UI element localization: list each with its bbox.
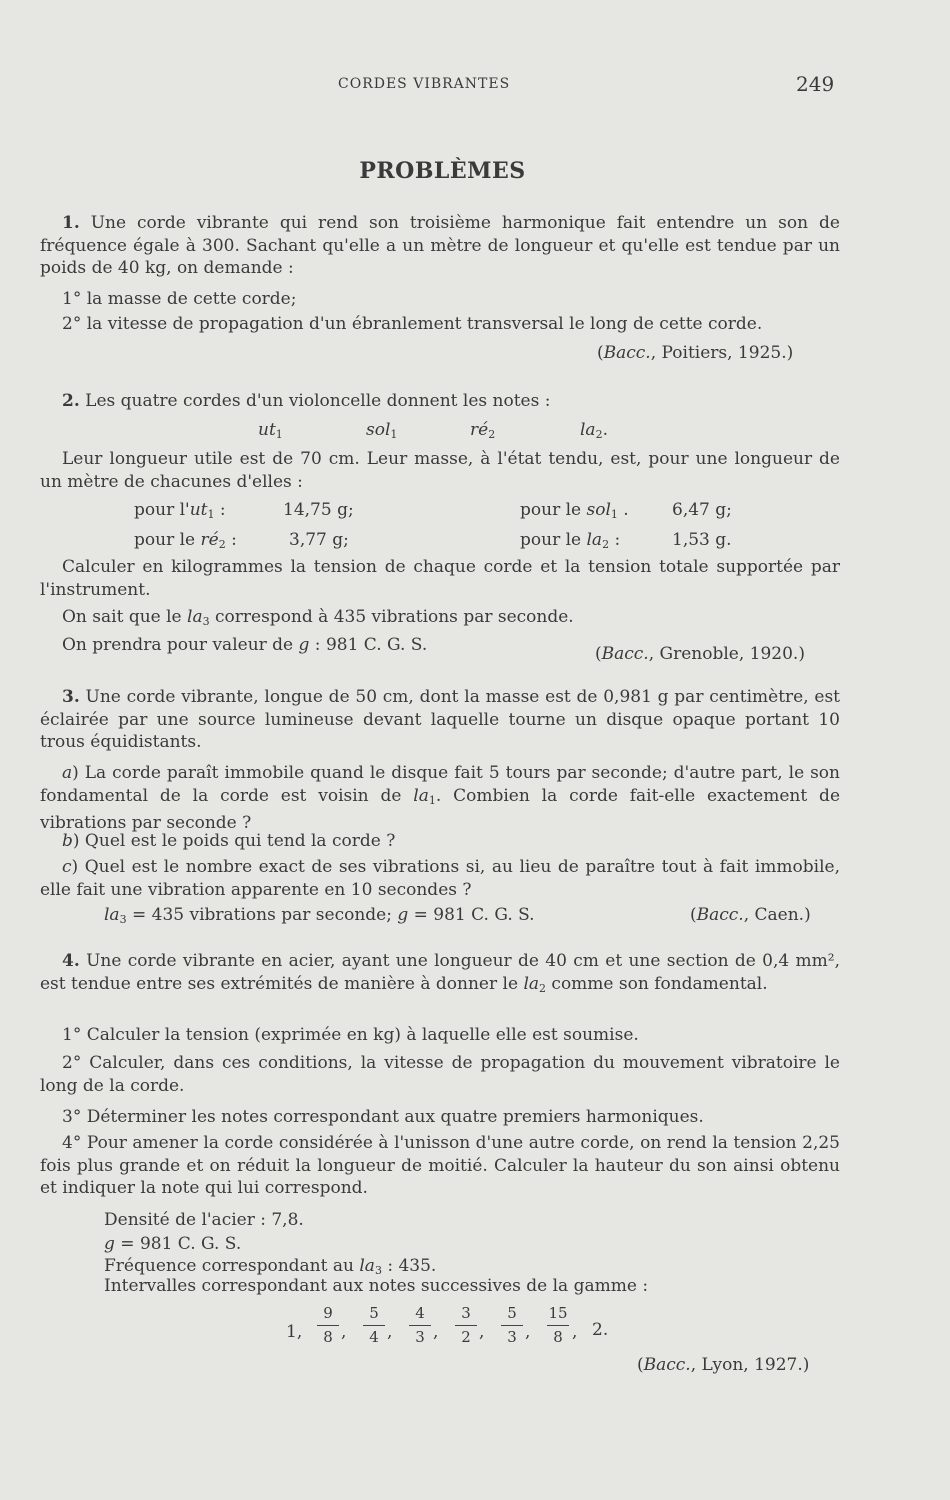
interval-comma: , [525, 1322, 531, 1342]
mass-re2-value: 3,77 g; [289, 530, 349, 550]
problem-4-question-3: 3° Déterminer les notes correspondant aux quatre premiers harmoniques. [62, 1107, 704, 1127]
note-ut1: $ut_1$ [258, 420, 283, 441]
problem-4-question-1: 1° Calculer la tension (exprimée en kg) à laquelle elle est soumise. [62, 1025, 639, 1045]
problem-3-statement: 3. Une corde vibrante, longue de 50 cm, dont la masse est de 0,981 g par centimètre, est éclairée par une source lumineuse devant laquelle tourne un disque opaque portant 10 trous équidistants. [40, 687, 840, 752]
problem-3-part-a: a) La corde paraît immobile quand le disque fait 5 tours par seconde; d'autre part, le son fondamental de la corde est voisin de $la_1$. Combien la corde fait-elle exactement de vibrations par seconde ? [40, 763, 840, 833]
interval-comma: , [387, 1322, 393, 1342]
problem-4-question-2: 2° Calculer, dans ces conditions, la vitesse de propagation du mouvement vibratoire le long de la corde. [40, 1053, 840, 1096]
problem-number: 4. [62, 951, 80, 971]
note-la2: $la_2$. [580, 420, 608, 441]
mass-sol1-value: 6,47 g; [672, 500, 732, 520]
interval-fraction: 9 8 [317, 1304, 339, 1347]
problem-3-source: (Bacc., Caen.) [690, 905, 811, 925]
interval-fraction: 5 3 [501, 1304, 523, 1347]
running-title: CORDES VIBRANTES [338, 76, 511, 92]
interval-comma: , [433, 1322, 439, 1342]
problem-4-g: g = 981 C. G. S. [104, 1234, 242, 1254]
problem-1-source: (Bacc., Poitiers, 1925.) [597, 343, 794, 363]
problem-4-question-4: 4° Pour amener la corde considérée à l'unisson d'une autre corde, on rend la tension 2,25 fois plus grande et on réduit la longueur de moitié. Calculer la hauteur du son ainsi obtenu et indiquer la note qui lui correspond. [40, 1133, 840, 1198]
mass-sol1: pour le sol$_1$ . [520, 500, 629, 521]
mass-la2-value: 1,53 g. [672, 530, 732, 550]
problem-4-frequency: Fréquence correspondant au $la_3$ : 435. [104, 1256, 437, 1277]
problem-4-density: Densité de l'acier : 7,8. [104, 1210, 304, 1230]
problem-1-statement: 1. Une corde vibrante qui rend son troisième harmonique fait entendre un son de fréquence égale à 300. Sachant qu'elle a un mètre de longueur et qu'elle est tendue par un poids de 40 kg, on demande : [40, 213, 840, 278]
interval-fraction: 15 8 [548, 1304, 568, 1346]
problem-1-question-1: 1° la masse de cette corde; [62, 289, 297, 309]
problem-4-statement: 4. Une corde vibrante en acier, ayant une longueur de 40 cm et une section de 0,4 mm², est tendue entre ses extrémités de manière à donner le $la_2$ comme son fondamental. [40, 951, 840, 995]
problem-3-data: $la_3 = 435$ vibrations par seconde; g = 981 C. G. S. [104, 905, 535, 926]
interval-comma: , [572, 1322, 578, 1342]
interval-last: 2. [592, 1320, 609, 1340]
interval-first: 1, [286, 1322, 303, 1342]
mass-ut1-value: 14,75 g; [283, 500, 354, 520]
problem-2-length: Leur longueur utile est de 70 cm. Leur masse, à l'état tendu, est, pour une longueur de un mètre de chacunes d'elles : [40, 449, 840, 492]
note-re2: $ré_2$ [470, 420, 496, 441]
problem-3-part-b: b) Quel est le poids qui tend la corde ? [62, 831, 396, 851]
problem-number: 3. [62, 687, 80, 707]
problem-2-g-value: On prendra pour valeur de g : 981 C. G. S. [62, 635, 428, 655]
interval-comma: , [479, 1322, 485, 1342]
mass-ut1: pour $l'ut_1$ : [134, 500, 226, 521]
problem-3-part-c: c) Quel est le nombre exact de ses vibrations si, au lieu de paraître tout à fait immobile, elle fait une vibration apparente en 10 secondes ? [40, 857, 840, 900]
interval-fraction: 3 2 [455, 1304, 477, 1347]
section-title: PROBLÈMES [359, 158, 526, 184]
problem-4-intervals: Intervalles correspondant aux notes successives de la gamme : [104, 1276, 649, 1296]
mass-la2: pour le $la_2$ : [520, 530, 621, 551]
problem-1-question-2: 2° la vitesse de propagation d'un ébranlement transversal le long de cette corde. [62, 314, 763, 334]
interval-fraction: 5 4 [363, 1304, 385, 1347]
page-number: 249 [796, 72, 835, 96]
problem-2-statement: 2. Les quatre cordes d'un violoncelle donnent les notes : [62, 391, 551, 411]
interval-comma: , [341, 1322, 347, 1342]
problem-2-source: (Bacc., Grenoble, 1920.) [595, 644, 805, 664]
problem-2-calc: Calculer en kilogrammes la tension de chaque corde et la tension totale supportée par l'instrument. [40, 557, 840, 600]
problem-number: 2. [62, 391, 80, 411]
note-sol1: sol$_1$ [366, 420, 398, 441]
problem-2-known: On sait que le $la_3$ correspond à 435 vibrations par seconde. [62, 607, 574, 628]
problem-number: 1. [62, 213, 80, 233]
interval-fraction: 4 3 [409, 1304, 431, 1347]
mass-re2: pour le $ré_2$ : [134, 530, 237, 551]
problem-4-source: (Bacc., Lyon, 1927.) [637, 1355, 810, 1375]
